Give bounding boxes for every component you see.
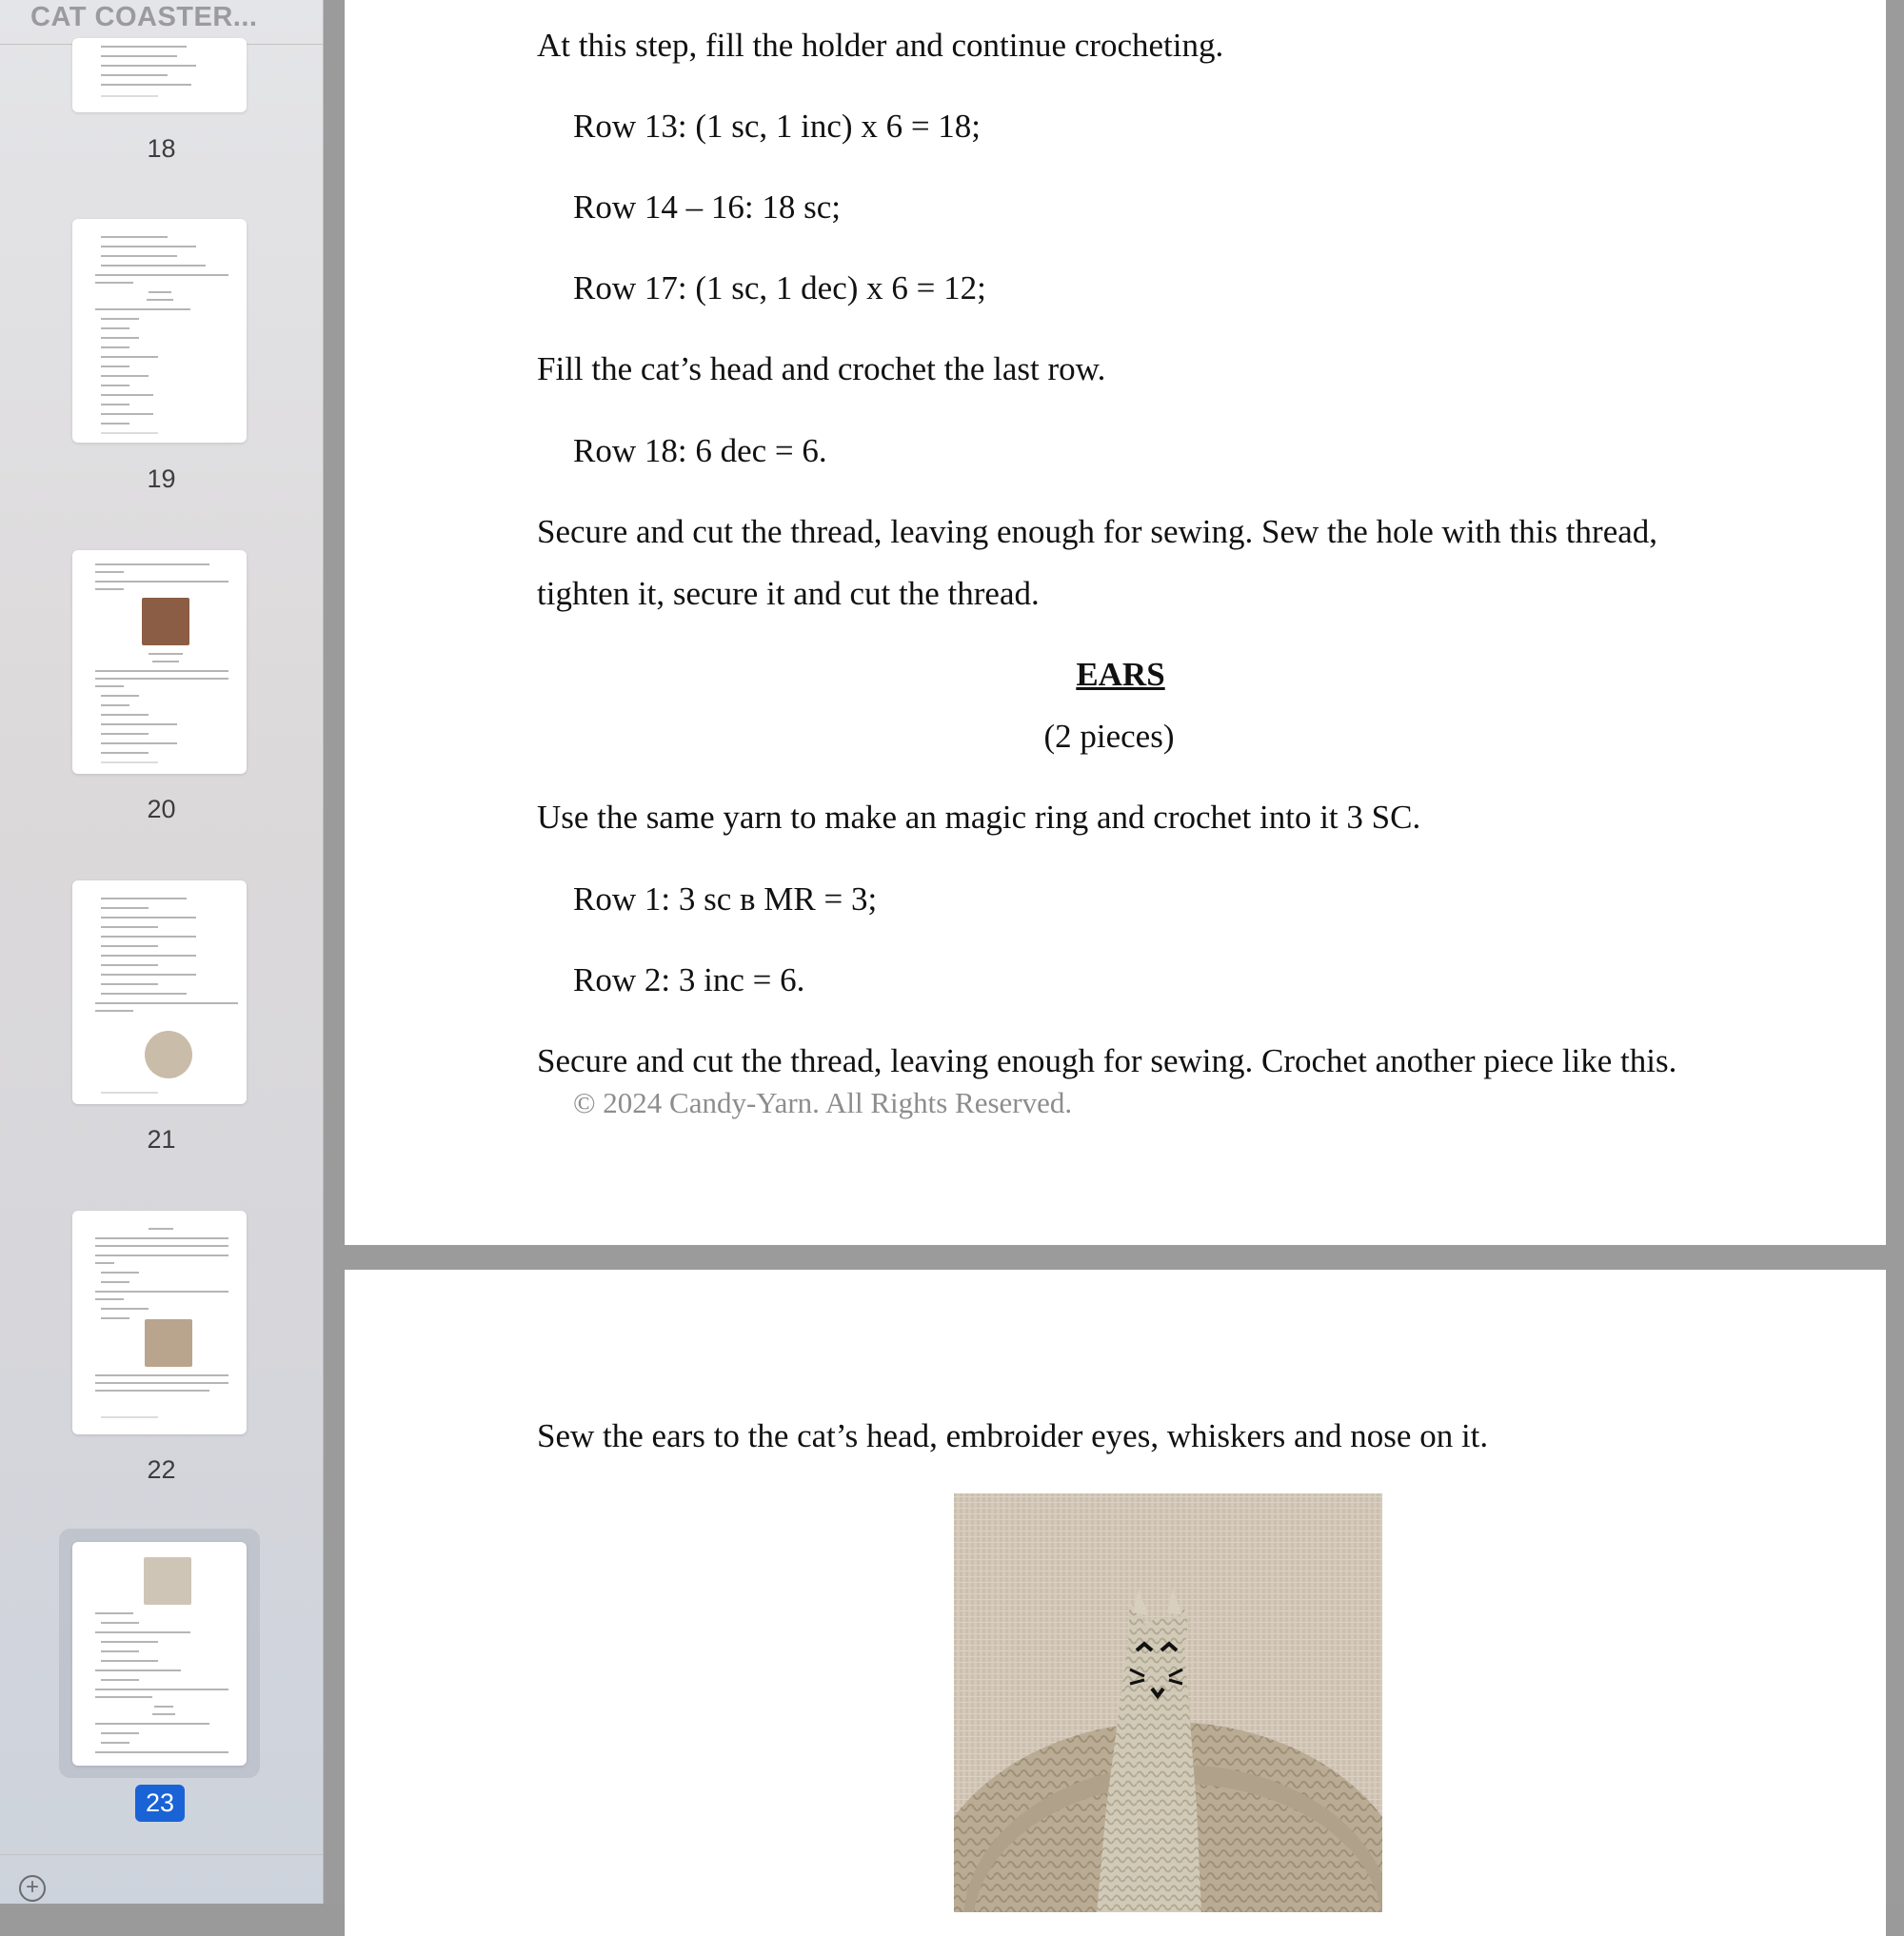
thumbnail-text-line — [101, 385, 129, 386]
thumbnail-text-line — [101, 1272, 139, 1274]
thumbnail-text-line — [95, 563, 209, 565]
thumbnail-text-line — [95, 1689, 228, 1690]
thumbnail-text-line — [101, 752, 149, 754]
thumbnail-text-line — [101, 907, 149, 909]
thumbnail-text-line — [95, 1010, 133, 1012]
thumbnail-text-line — [101, 265, 206, 267]
thumbnail-text-line — [149, 291, 171, 293]
thumbnail-photo — [145, 1031, 192, 1078]
paragraph: tighten it, secure it and cut the thread. — [537, 575, 1040, 612]
paragraph: At this step, fill the holder and continue crocheting. — [537, 27, 1224, 64]
thumbnail-footer — [101, 432, 158, 434]
document-title: CAT COASTER... — [30, 2, 258, 32]
thumbnail-text-line — [95, 1298, 124, 1300]
thumbnail-text-line — [101, 1732, 139, 1734]
thumbnail-text-line — [101, 84, 191, 86]
thumbnail-text-line — [95, 1245, 228, 1247]
thumbnail-text-line — [101, 1679, 139, 1681]
document-page — [345, 0, 1886, 1245]
thumbnail-text-line — [152, 661, 179, 662]
thumbnail-text-line — [101, 1281, 129, 1283]
copyright-footer: © 2024 Candy-Yarn. All Rights Reserved. — [573, 1086, 1073, 1119]
sidebar-bottom-divider — [0, 1854, 323, 1855]
thumbnail-text-line — [101, 1742, 129, 1744]
paragraph: Use the same yarn to make an magic ring and crochet into it 3 SC. — [537, 799, 1421, 836]
paragraph: Secure and cut the thread, leaving enough for sewing. Crochet another piece like this. — [537, 1042, 1677, 1079]
row-instruction: Row 14 – 16: 18 sc; — [573, 188, 841, 226]
thumbnail-text-line — [95, 1262, 114, 1264]
thumbnail-text-line — [95, 1382, 228, 1384]
thumbnail-text-line — [101, 318, 139, 320]
cat-coaster-illustration — [954, 1493, 1382, 1912]
thumbnail-text-line — [101, 1622, 139, 1624]
thumbnail-text-line — [147, 299, 173, 301]
page-thumbnail-20[interactable] — [72, 550, 247, 774]
thumbnail-text-line — [101, 327, 129, 329]
page-thumbnail-21[interactable] — [72, 880, 247, 1104]
thumbnail-text-line — [101, 1650, 139, 1652]
thumbnail-text-line — [95, 678, 228, 680]
section-heading: EARS — [1076, 656, 1165, 693]
thumbnail-text-line — [149, 1228, 173, 1230]
thumbnail-text-line — [154, 1706, 173, 1708]
page-number-label: 22 — [147, 1455, 176, 1484]
thumbnail-text-line — [95, 685, 124, 687]
thumbnail-text-line — [95, 571, 124, 573]
thumbnail-text-line — [95, 1390, 209, 1392]
thumbnail-text-line — [95, 274, 228, 276]
page-number-label: 19 — [147, 464, 176, 493]
thumbnail-text-line — [101, 423, 129, 425]
thumbnail-text-line — [101, 1660, 158, 1662]
thumbnail-footer — [101, 1416, 158, 1418]
thumbnail-text-line — [95, 588, 124, 590]
thumbnail-text-line — [101, 714, 149, 716]
thumbnail-footer — [101, 761, 158, 763]
thumbnail-text-line — [95, 1374, 228, 1376]
thumbnail-text-line — [101, 917, 196, 919]
thumbnail-text-line — [95, 1631, 190, 1633]
thumbnail-text-line — [101, 964, 158, 966]
thumbnail-text-line — [101, 742, 177, 744]
thumbnail-text-line — [101, 1308, 149, 1310]
row-instruction: Row 17: (1 sc, 1 dec) x 6 = 12; — [573, 269, 986, 306]
thumbnail-footer — [101, 1092, 158, 1094]
thumbnail-text-line — [101, 55, 177, 57]
page-number-label: 20 — [147, 795, 176, 823]
thumbnail-text-line — [149, 653, 183, 655]
page-number-label: 18 — [147, 134, 176, 163]
thumbnail-text-line — [95, 1612, 133, 1614]
thumbnail-text-line — [101, 704, 129, 706]
page-number-label: 21 — [147, 1125, 176, 1154]
thumbnail-photo — [144, 1557, 191, 1605]
section-subheading: (2 pieces) — [1043, 718, 1175, 755]
thumbnail-text-line — [95, 1237, 228, 1239]
thumbnail-footer — [101, 95, 158, 97]
selected-page-number: 23 — [135, 1785, 185, 1822]
thumbnail-text-line — [95, 581, 228, 583]
thumbnail-text-line — [101, 65, 196, 67]
thumbnail-text-line — [95, 1669, 181, 1671]
thumbnail-text-line — [95, 282, 133, 284]
thumbnail-text-line — [101, 46, 187, 48]
thumbnail-text-line — [101, 413, 153, 415]
thumbnail-text-line — [101, 246, 196, 247]
thumbnail-text-line — [95, 1254, 228, 1256]
page-thumbnail-18[interactable] — [72, 38, 247, 112]
thumbnail-text-line — [101, 346, 129, 348]
thumbnail-text-line — [95, 308, 190, 310]
thumbnail-text-line — [95, 1696, 152, 1698]
page-thumbnail-23[interactable] — [72, 1542, 247, 1766]
plus-circle-icon: + — [25, 1874, 39, 1900]
thumbnail-text-line — [95, 1723, 209, 1725]
row-instruction: Row 18: 6 dec = 6. — [573, 432, 827, 469]
thumbnail-text-line — [95, 1002, 238, 1004]
paragraph: Secure and cut the thread, leaving enough for sewing. Sew the hole with this thread, — [537, 513, 1658, 550]
thumbnail-text-line — [101, 936, 196, 938]
thumbnail-text-line — [101, 1317, 129, 1319]
thumbnail-text-line — [101, 898, 187, 899]
thumbnail-text-line — [101, 945, 158, 947]
thumbnail-text-line — [101, 365, 129, 367]
thumbnail-text-line — [152, 1713, 175, 1715]
thumbnail-text-line — [101, 236, 168, 238]
add-page-button[interactable] — [19, 1875, 46, 1902]
thumbnail-text-line — [95, 1291, 228, 1293]
thumbnail-photo — [142, 598, 189, 645]
thumbnail-photo — [145, 1319, 192, 1367]
thumbnail-text-line — [95, 670, 228, 672]
thumbnail-text-line — [101, 723, 177, 725]
thumbnail-text-line — [95, 1751, 228, 1753]
thumbnail-text-line — [101, 733, 149, 735]
thumbnail-text-line — [101, 695, 139, 697]
thumbnail-text-line — [101, 983, 158, 985]
row-instruction: Row 13: (1 sc, 1 inc) x 6 = 18; — [573, 108, 982, 145]
row-instruction: Row 2: 3 inc = 6. — [573, 961, 805, 998]
paragraph: Sew the ears to the cat’s head, embroider eyes, whiskers and nose on it. — [537, 1417, 1489, 1454]
paragraph: Fill the cat’s head and crochet the last row. — [537, 350, 1106, 387]
thumbnail-text-line — [101, 255, 177, 257]
thumbnail-text-line — [101, 375, 149, 377]
thumbnail-text-line — [101, 955, 196, 957]
row-instruction: Row 1: 3 sc в MR = 3; — [573, 880, 878, 918]
cat-coaster-photo — [954, 1493, 1382, 1912]
thumbnail-text-line — [101, 993, 187, 995]
thumbnail-text-line — [101, 404, 129, 405]
thumbnail-text-line — [101, 926, 158, 928]
thumbnail-text-line — [101, 1641, 158, 1643]
thumbnail-text-line — [101, 394, 153, 396]
page-thumbnail-sidebar — [0, 0, 324, 1904]
thumbnail-text-line — [101, 337, 139, 339]
thumbnail-text-line — [101, 74, 168, 76]
page-thumbnail-22[interactable] — [72, 1211, 247, 1434]
thumbnail-text-line — [101, 974, 196, 976]
thumbnail-text-line — [101, 356, 158, 358]
page-thumbnail-19[interactable] — [72, 219, 247, 443]
